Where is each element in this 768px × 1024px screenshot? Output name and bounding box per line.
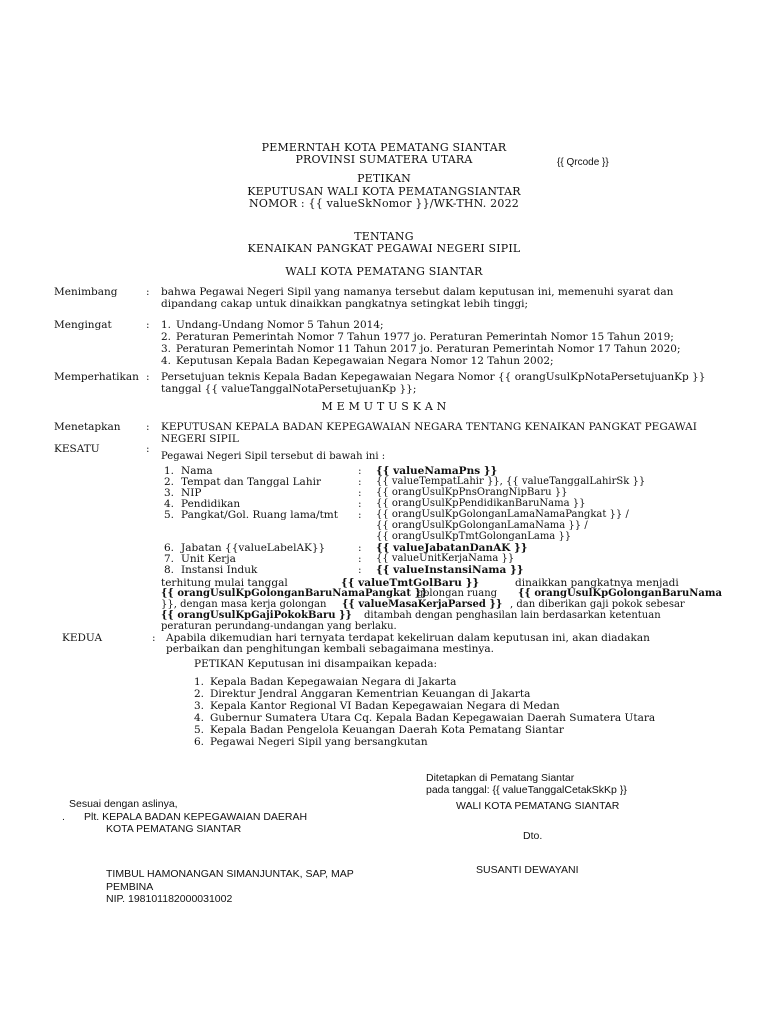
menimbang-label: Menimbang: [54, 286, 118, 298]
row-2-value: {{ valueTempatLahir }}, {{ valueTanggalLahirSk }}: [376, 476, 646, 487]
row-6-label: Jabatan {{valueLabelAK}}: [181, 542, 326, 554]
kedua-label: KEDUA: [62, 632, 103, 644]
para-l2c: {{ orangUsulKpGolonganBaruNama: [518, 588, 722, 599]
qrcode-placeholder: {{ Qrcode }}: [557, 157, 609, 168]
distribution-1-no: 1.: [194, 676, 205, 688]
menetapkan-colon: :: [146, 421, 150, 433]
kesatu-colon: :: [146, 443, 150, 455]
menetapkan-text-1: KEPUTUSAN KEPALA BADAN KEPEGAWAIAN NEGARA TENTANG KENAIKAN PANGKAT PEGAWAI: [161, 421, 697, 433]
para-l3a: }}, dengan masa kerja golongan: [161, 599, 327, 610]
row-2-no: 2.: [164, 476, 175, 488]
mengingat-item-1: Undang-Undang Nomor 5 Tahun 2014;: [176, 319, 384, 331]
header-pejabat: WALI KOTA PEMATANG SIANTAR: [285, 265, 483, 278]
row-3-no: 3.: [164, 487, 175, 499]
penetap-jabatan: WALI KOTA PEMATANG SIANTAR: [456, 800, 620, 812]
para-l3b: {{ valueMasaKerjaParsed }}: [342, 599, 503, 610]
mengingat-item-3: Peraturan Pemerintah Nomor 11 Tahun 2017 jo. Peraturan Pemerintah Nomor 17 Tahun 2020;: [176, 343, 681, 355]
row-6-sep: :: [358, 542, 362, 554]
para-l1b: {{ valueTmtGolBaru }}: [341, 577, 480, 589]
header-perihal: KENAIKAN PANGKAT PEGAWAI NEGERI SIPIL: [247, 242, 521, 255]
row-3-sep: :: [358, 487, 362, 499]
distribution-4: Gubernur Sumatera Utara Cq. Kepala Badan Kepegawaian Daerah Sumatera Utara: [210, 712, 656, 724]
row-3-label: NIP: [181, 487, 202, 499]
mengingat-item-1-no: 1.: [161, 319, 172, 331]
menetapkan-label: Menetapkan: [54, 421, 121, 433]
kedua-colon: :: [152, 632, 156, 644]
distribution-6: Pegawai Negeri Sipil yang bersangkutan: [210, 736, 428, 748]
row-8-no: 8.: [164, 564, 175, 576]
distribution-1: Kepala Badan Kepegawaian Negara di Jakarta: [210, 676, 457, 688]
menimbang-text-1: bahwa Pegawai Negeri Sipil yang namanya tersebut dalam keputusan ini, memenuhi syarat dan: [161, 286, 674, 298]
mengingat-label: Mengingat: [54, 319, 112, 331]
row-4-sep: :: [358, 498, 362, 510]
para-l1a: terhitung mulai tanggal: [161, 577, 288, 589]
distribution-2: Direktur Jendral Anggaran Kementrian Keuangan di Jakarta: [210, 688, 531, 700]
mengingat-item-2-no: 2.: [161, 331, 172, 343]
row-1-no: 1.: [164, 465, 175, 477]
mengingat-item-3-no: 3.: [161, 343, 172, 355]
plt-jabatan-2: KOTA PEMATANG SIANTAR: [106, 823, 242, 835]
row-6-value: {{ valueJabatanDanAK }}: [376, 542, 528, 554]
row-4-no: 4.: [164, 498, 175, 510]
kesatu-intro: Pegawai Negeri Sipil tersebut di bawah ini :: [161, 451, 386, 462]
kedua-text-2: perbaikan dan penghitungan kembali sebagaimana mestinya.: [166, 643, 494, 655]
ditetapkan-di: Ditetapkan di Pematang Siantar: [426, 772, 575, 784]
kedua-text-1: Apabila dikemudian hari ternyata terdapat kekeliruan dalam keputusan ini, akan diadakan: [166, 632, 650, 644]
distribution-2-no: 2.: [194, 688, 205, 700]
memperhatikan-colon: :: [146, 371, 150, 383]
sesuai-aslinya: Sesuai dengan aslinya,: [69, 798, 178, 810]
row-7-label: Unit Kerja: [181, 553, 236, 565]
mengingat-colon: :: [146, 319, 150, 331]
penetap-nama: SUSANTI DEWAYANI: [476, 864, 579, 876]
row-7-sep: :: [358, 553, 362, 565]
row-4-label: Pendidikan: [181, 498, 241, 510]
header-province: PROVINSI SUMATERA UTARA: [295, 153, 473, 166]
para-l1c: dinaikkan pangkatnya menjadi: [515, 577, 679, 589]
row-5-value-1: {{ orangUsulKpGolonganLamaNamaPangkat }} /: [376, 509, 629, 520]
row-3-value: {{ orangUsulKpPnsOrangNipBaru }}: [376, 487, 568, 498]
row-7-value: {{ valueUnitKerjaNama }}: [376, 553, 515, 564]
row-1-value: {{ valueNamaPns }}: [376, 465, 498, 477]
distribution-5-no: 5.: [194, 724, 205, 736]
menetapkan-text-2: NEGERI SIPIL: [161, 433, 239, 445]
row-5-label: Pangkat/Gol. Ruang lama/tmt: [181, 509, 338, 521]
salinan-nama: TIMBUL HAMONANGAN SIMANJUNTAK, SAP, MAP: [106, 868, 354, 880]
row-2-label: Tempat dan Tanggal Lahir: [181, 476, 321, 488]
row-6-no: 6.: [164, 542, 175, 554]
para-l5: peraturan perundang-undangan yang berlaku.: [161, 621, 397, 632]
row-1-label: Nama: [181, 465, 213, 477]
para-l3c: , dan diberikan gaji pokok sebesar: [510, 599, 685, 610]
header-keputusan: KEPUTUSAN WALI KOTA PEMATANGSIANTAR: [247, 185, 521, 198]
row-5-value-2: {{ orangUsulKpGolonganLamaNama }} /: [376, 520, 588, 531]
distribution-5: Kepala Badan Pengelola Keuangan Daerah Kota Pematang Siantar: [210, 724, 564, 736]
kesatu-label: KESATU: [54, 443, 100, 455]
header-petikan: PETIKAN: [357, 172, 411, 185]
memutuskan-heading: M E M U T U S K A N: [321, 400, 447, 413]
mengingat-item-2: Peraturan Pemerintah Nomor 7 Tahun 1977 jo. Peraturan Pemerintah Nomor 15 Tahun 2019;: [176, 331, 674, 343]
distribution-intro: PETIKAN Keputusan ini disampaikan kepada:: [194, 658, 438, 670]
row-2-sep: :: [358, 476, 362, 488]
mengingat-item-4-no: 4.: [161, 355, 172, 367]
distribution-3-no: 3.: [194, 700, 205, 712]
memperhatikan-text-1: Persetujuan teknis Kepala Badan Kepegawaian Negara Nomor {{ orangUsulKpNotaPersetujuanKp }}: [161, 371, 706, 383]
memperhatikan-text-2: tanggal {{ valueTanggalNotaPersetujuanKp }};: [161, 383, 417, 395]
para-l4b: ditambah dengan penghasilan lain berdasarkan ketentuan: [364, 610, 661, 621]
row-5-value-3: {{ orangUsulKpTmtGolonganLama }}: [376, 531, 572, 542]
row-8-label: Instansi Induk: [181, 564, 258, 576]
row-5-sep: :: [358, 509, 362, 521]
salinan-nip: NIP. 198101182000031002: [106, 893, 233, 905]
para-l2b: golongan ruang: [417, 588, 498, 599]
header-government: PEMERNTAH KOTA PEMATANG SIANTAR: [261, 141, 507, 154]
row-4-value: {{ orangUsulKpPendidikanBaruNama }}: [376, 498, 586, 509]
row-5-no: 5.: [164, 509, 175, 521]
para-l4a: {{ orangUsulKpGajiPokokBaru }}: [161, 610, 352, 621]
distribution-6-no: 6.: [194, 736, 205, 748]
salinan-dot: .: [62, 811, 65, 823]
para-l2a: {{ orangUsulKpGolonganBaruNamaPangkat }}: [161, 588, 428, 599]
row-8-value: {{ valueInstansiNama }}: [376, 564, 524, 576]
menimbang-colon: :: [146, 286, 150, 298]
plt-jabatan-1: Plt. KEPALA BADAN KEPEGAWAIAN DAERAH: [84, 811, 308, 823]
row-1-sep: :: [358, 465, 362, 477]
memperhatikan-label: Memperhatikan: [54, 371, 139, 383]
pada-tanggal: pada tanggal: {{ valueTanggalCetakSkKp }}: [426, 784, 627, 796]
mengingat-item-4: Keputusan Kepala Badan Kepegawaian Negara Nomor 12 Tahun 2002;: [176, 355, 554, 367]
dto-mark: Dto.: [523, 830, 543, 842]
distribution-3: Kepala Kantor Regional VI Badan Kepegawaian Negara di Medan: [210, 700, 560, 712]
header-tentang: TENTANG: [354, 230, 414, 243]
salinan-pangkat: PEMBINA: [106, 881, 154, 893]
menimbang-text-2: dipandang cakap untuk dinaikkan pangkatnya setingkat lebih tinggi;: [161, 298, 529, 310]
header-nomor: NOMOR : {{ valueSkNomor }}/WK-THN. 2022: [249, 197, 519, 210]
row-8-sep: :: [358, 564, 362, 576]
row-7-no: 7.: [164, 553, 175, 565]
distribution-4-no: 4.: [194, 712, 205, 724]
